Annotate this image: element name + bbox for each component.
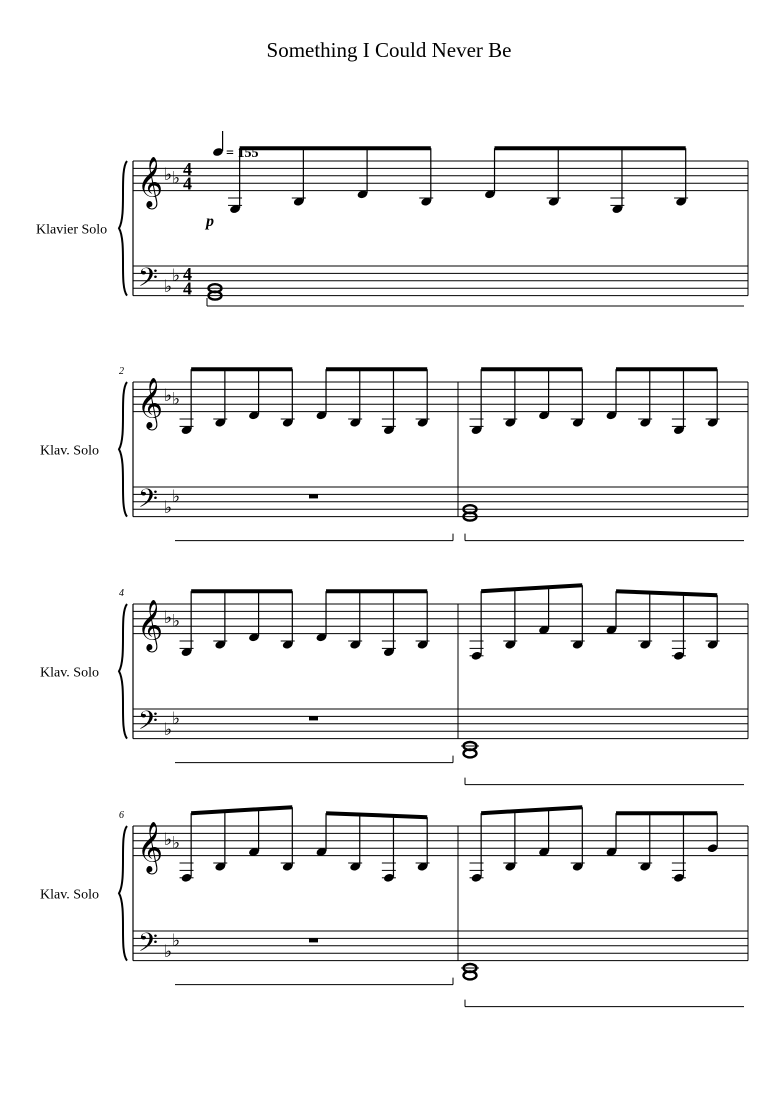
flat-glyph: ♭ [164,607,173,628]
brace-icon [119,161,127,296]
treble-clef-glyph: 𝄞 [137,821,164,873]
treble-clef-glyph: 𝄞 [137,156,164,208]
note-beam [191,807,292,813]
flat-sign-icon [172,931,180,951]
flat-sign-icon [172,487,180,507]
time-sig-denominator: 4 [183,278,192,299]
flat-glyph: ♭ [172,266,181,287]
flat-glyph: ♭ [172,833,181,854]
flat-glyph: ♭ [172,168,181,189]
flat-glyph: ♭ [172,389,181,410]
treble-clef-icon [137,822,163,875]
flat-glyph: ♭ [164,277,173,298]
flat-sign-icon [172,709,180,729]
flat-sign-icon [172,390,180,410]
note-beam [481,807,582,813]
measure-number: 2 [119,366,124,377]
brace-icon [119,382,127,517]
flat-glyph: ♭ [164,720,173,741]
score-title: Something I Could Never Be [266,38,512,62]
flat-sign-icon [164,720,172,740]
flat-glyph: ♭ [164,498,173,519]
whole-rest [309,938,318,942]
flat-glyph: ♭ [164,164,173,185]
flat-sign-icon [172,612,180,632]
note-beam [326,813,427,817]
flat-sign-icon [164,498,172,518]
instrument-label: Klav. Solo [40,665,99,681]
bass-clef-glyph: 𝄢 [138,706,158,743]
bass-clef-icon [138,263,158,299]
instrument-label: Klav. Solo [40,887,99,903]
time-sig-denominator: 4 [183,173,192,194]
flat-sign-icon [164,942,172,962]
flat-glyph: ♭ [172,709,181,730]
flat-sign-icon [164,386,172,406]
treble-clef-icon [137,600,163,653]
flat-sign-icon [164,165,172,185]
treble-clef-glyph: 𝄞 [137,599,164,651]
flat-sign-icon [172,266,180,286]
treble-clef-glyph: 𝄞 [137,377,164,429]
flat-glyph: ♭ [172,611,181,632]
instrument-label: Klavier Solo [36,222,108,238]
time-sig-numerator: 4 [183,263,192,284]
treble-clef-icon [137,157,163,210]
measure-number: 6 [119,810,124,821]
dynamic-marking: p [206,213,214,230]
flat-sign-icon [164,830,172,850]
whole-rest [309,716,318,720]
instrument-label: Klav. Solo [40,443,99,459]
note-beam [481,585,582,591]
measure-number: 4 [119,588,124,599]
time-sig-numerator: 4 [183,158,192,179]
bass-clef-glyph: 𝄢 [138,928,158,965]
flat-sign-icon [172,169,180,189]
flat-glyph: ♭ [172,931,181,952]
treble-clef-icon [137,378,163,431]
whole-rest [309,494,318,498]
flat-sign-icon [164,608,172,628]
bass-clef-icon [138,928,158,964]
bass-clef-icon [138,484,158,520]
bass-clef-glyph: 𝄢 [138,484,158,521]
brace-icon [119,604,127,739]
whole-note [464,749,477,757]
bass-clef-icon [138,706,158,742]
brace-icon [119,826,127,961]
flat-glyph: ♭ [172,487,181,508]
flat-glyph: ♭ [164,829,173,850]
tempo-value: = 155 [226,146,259,161]
flat-glyph: ♭ [164,942,173,963]
whole-note [464,971,477,979]
bass-clef-glyph: 𝄢 [138,263,158,300]
flat-sign-icon [172,834,180,854]
flat-glyph: ♭ [164,385,173,406]
note-beam [616,591,717,595]
flat-sign-icon [164,277,172,297]
